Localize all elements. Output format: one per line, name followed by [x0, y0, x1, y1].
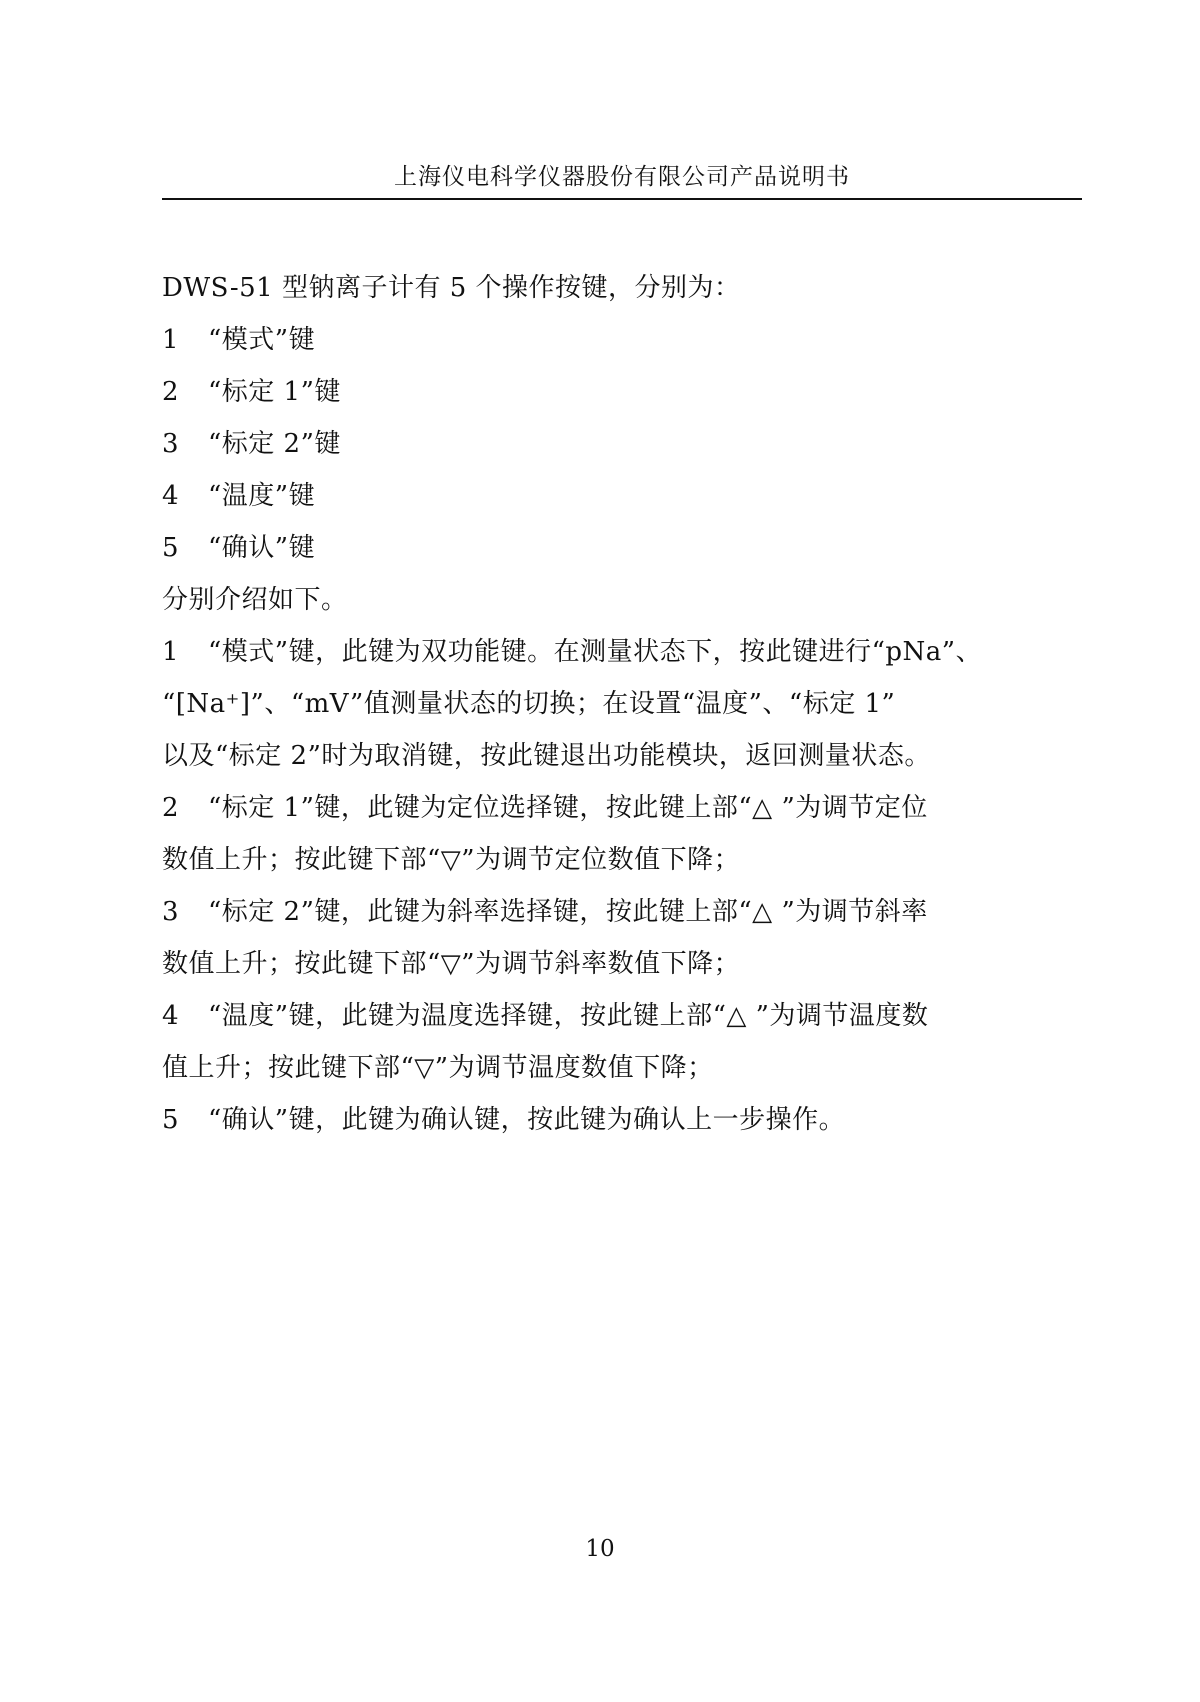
- page-number: 10: [585, 1536, 615, 1562]
- description-line: [162, 626, 1082, 678]
- list-number: 4: [162, 1001, 180, 1031]
- page-header: 上海仪电科学仪器股份有限公司产品说明书: [394, 164, 850, 190]
- list-number: 1: [162, 637, 180, 667]
- description-text: “模式”键，此键为双功能键。在测量状态下，按此键进行“pNa”、: [208, 637, 983, 667]
- key-name: “标定 2”键: [208, 429, 341, 459]
- intro-paragraph: DWS-51 型钠离子计有 5 个操作按键，分别为：: [162, 273, 741, 303]
- key-list-item: [162, 366, 1082, 418]
- key-list-item: [162, 470, 1082, 522]
- key-list-item: [162, 314, 1082, 366]
- description-line: 以及“标定 2”时为取消键，按此键退出功能模块，返回测量状态。: [162, 741, 931, 771]
- description-line: [162, 886, 1082, 938]
- description-text: “标定 1”键，此键为定位选择键，按此键上部“△ ”为调节定位: [208, 793, 928, 823]
- list-number: 1: [162, 325, 180, 355]
- description-line: [162, 990, 1082, 1042]
- key-name: “确认”键: [208, 533, 316, 563]
- description-text: “温度”键，此键为温度选择键，按此键上部“△ ”为调节温度数: [208, 1001, 929, 1031]
- header-divider: [162, 198, 1082, 200]
- description-line: [162, 1094, 1082, 1146]
- list-number: 2: [162, 793, 180, 823]
- key-name: “模式”键: [208, 325, 316, 355]
- list-number: 3: [162, 897, 180, 927]
- description-line: 数值上升；按此键下部“▽”为调节斜率数值下降；: [162, 949, 741, 979]
- list-number: 5: [162, 1105, 180, 1135]
- description-line: 数值上升；按此键下部“▽”为调节定位数值下降；: [162, 845, 741, 875]
- key-list-item: [162, 522, 1082, 574]
- list-number: 3: [162, 429, 180, 459]
- key-name: “标定 1”键: [208, 377, 341, 407]
- description-line: 值上升；按此键下部“▽”为调节温度数值下降；: [162, 1053, 714, 1083]
- description-text: “确认”键，此键为确认键，按此键为确认上一步操作。: [208, 1105, 846, 1135]
- document-body: [162, 262, 1082, 1146]
- list-number: 4: [162, 481, 180, 511]
- list-number: 2: [162, 377, 180, 407]
- description-text: “标定 2”键，此键为斜率选择键，按此键上部“△ ”为调节斜率: [208, 897, 928, 927]
- transition-paragraph: 分别介绍如下。: [162, 585, 348, 615]
- description-line: [162, 782, 1082, 834]
- description-line: “[Na⁺]”、“mV”值测量状态的切换；在设置“温度”、“标定 1”: [162, 689, 896, 719]
- key-list-item: [162, 418, 1082, 470]
- key-name: “温度”键: [208, 481, 316, 511]
- list-number: 5: [162, 533, 180, 563]
